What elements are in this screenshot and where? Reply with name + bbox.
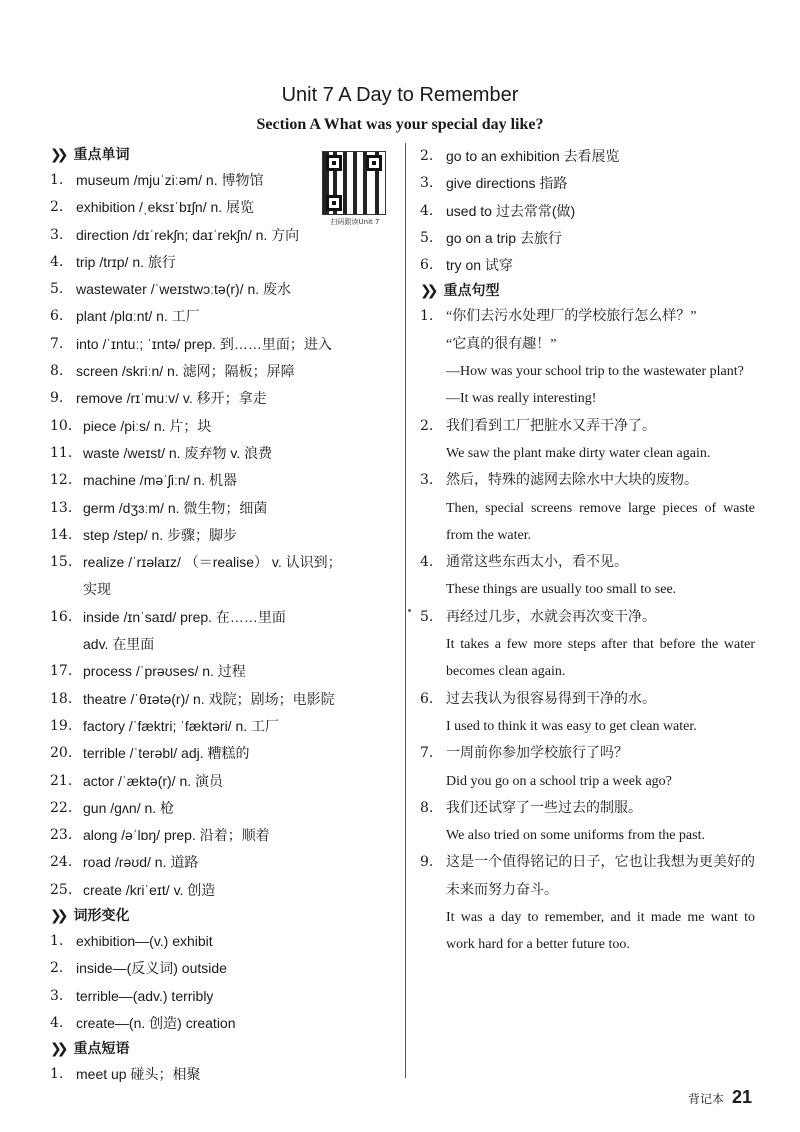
item-number: 25. xyxy=(50,881,73,898)
page-footer xyxy=(688,1087,752,1108)
vocab-item xyxy=(50,877,395,904)
sentence-line: Then, special screens remove large pieces of waste from the water. xyxy=(446,500,755,543)
item-number: 6. xyxy=(50,308,64,325)
vocab-item xyxy=(50,604,395,631)
sentence-line: Did you go on a school trip a week ago? xyxy=(446,773,672,789)
item-text: create—(n. 创造) creation xyxy=(76,1014,236,1031)
item-number: 24. xyxy=(50,854,73,871)
item-number: 23. xyxy=(50,827,73,844)
vocab-item xyxy=(50,686,395,713)
sentence-item xyxy=(420,549,755,604)
phrase-item xyxy=(420,143,755,170)
item-number: 15. xyxy=(50,554,73,571)
item-text: terrible /ˈterəbl/ adj. 糟糕的 xyxy=(83,745,250,762)
item-text: into /ˈɪntuː; ˈɪntə/ prep. 到……里面；进入 xyxy=(76,335,332,352)
vocab-item xyxy=(50,849,395,876)
vocab-item xyxy=(50,768,395,795)
vocab-item xyxy=(50,658,395,685)
item-text: waste /weɪst/ n. 废弃物 v. 浪费 xyxy=(83,444,273,461)
item-number: 9. xyxy=(420,854,434,871)
vocab-heading-label: 重点单词 xyxy=(73,147,130,163)
item-text: meet up 碰头；相聚 xyxy=(76,1066,201,1083)
column-divider xyxy=(405,143,406,1078)
item-text: trip /trɪp/ n. 旅行 xyxy=(76,253,176,270)
item-number: 7. xyxy=(50,335,64,352)
item-number: 1. xyxy=(50,933,64,950)
sentence-line: We saw the plant make dirty water clean again. xyxy=(446,445,711,461)
vocab-item xyxy=(50,740,395,767)
item-number: 14. xyxy=(50,526,73,543)
item-number: 19. xyxy=(50,717,73,734)
item-number: 6. xyxy=(420,690,434,707)
sentences-list xyxy=(420,303,755,958)
phrase-item xyxy=(420,170,755,197)
phrases-heading xyxy=(50,1037,395,1061)
vocab-item xyxy=(50,413,395,440)
item-text: theatre /ˈθɪətə(r)/ n. 戏院；剧场；电影院 xyxy=(83,690,335,707)
sentence-line: —How was your school trip to the wastewater plant? xyxy=(446,364,744,380)
item-text: gun /ɡʌn/ n. 枪 xyxy=(83,799,175,816)
item-text: process /ˈprəʊses/ n. 过程 xyxy=(83,663,246,680)
left-column xyxy=(50,143,395,1089)
forms-list xyxy=(50,928,395,1037)
vocab-item xyxy=(50,822,395,849)
forms-heading-label: 词形变化 xyxy=(73,908,130,925)
item-text: inside—(反义词) outside xyxy=(76,960,227,977)
sentence-line: It takes a few more steps after that before the water becomes clean again. xyxy=(446,637,755,680)
item-number: 5. xyxy=(420,608,434,625)
vocab-item xyxy=(50,385,395,412)
sentence-line: 我们还试穿了一些过去的制服。 xyxy=(446,800,642,816)
item-number: 1. xyxy=(420,308,434,325)
item-text: terrible—(adv.) terribly xyxy=(76,987,214,1004)
margin-dot xyxy=(408,609,411,612)
double-chevron-icon: ❯❯ xyxy=(50,1041,64,1058)
item-number: 6. xyxy=(420,257,434,274)
sentence-line: —It was really interesting! xyxy=(446,391,597,407)
vocab-item xyxy=(50,713,395,740)
item-text: piece /piːs/ n. 片；块 xyxy=(83,417,212,434)
item-text: actor /ˈæktə(r)/ n. 演员 xyxy=(83,772,224,789)
item-text: wastewater /ˈweɪstwɔːtə(r)/ n. 废水 xyxy=(76,281,292,298)
section-title: Section A What was your special day like? xyxy=(256,116,544,133)
item-number: 2. xyxy=(420,417,434,434)
vocab-item xyxy=(50,549,395,576)
item-number: 3. xyxy=(420,175,434,192)
item-number: 18. xyxy=(50,690,73,707)
item-number: 4. xyxy=(420,554,434,571)
vocab-item xyxy=(50,495,395,522)
item-number: 11. xyxy=(50,444,73,461)
right-column xyxy=(420,143,755,959)
phrase-item xyxy=(420,225,755,252)
item-number: 2. xyxy=(50,960,64,977)
sentence-line: 我们看到工厂把脏水又弄干净了。 xyxy=(446,418,656,434)
sentence-line: 过去我认为很容易得到干净的水。 xyxy=(446,691,656,707)
sentence-item xyxy=(420,413,755,468)
qr-caption: 扫码跟读Unit 7 xyxy=(330,218,380,226)
item-text: remove /rɪˈmuːv/ v. 移开；拿走 xyxy=(76,390,267,407)
item-number: 1. xyxy=(50,172,64,188)
phrases-list xyxy=(50,1061,395,1088)
item-number: 2. xyxy=(50,199,64,216)
item-text-continued: adv. 在里面 xyxy=(83,636,155,653)
item-text: germ /dʒɜːm/ n. 微生物；细菌 xyxy=(83,499,268,516)
item-text: plant /plɑːnt/ n. 工厂 xyxy=(76,308,200,325)
item-text: exhibition /ˌeksɪˈbɪʃn/ n. 展览 xyxy=(76,199,255,216)
vocab-item xyxy=(50,276,395,303)
phrase-item xyxy=(50,1061,395,1088)
sentence-item xyxy=(420,467,755,549)
sentence-item xyxy=(420,740,755,795)
sentence-item xyxy=(420,795,755,850)
item-text: realize /ˈrɪəlaɪz/ （＝realise） v. 认识到； xyxy=(83,554,342,571)
item-number: 3. xyxy=(50,987,64,1004)
item-text: exhibition—(v.) exhibit xyxy=(76,933,213,950)
item-number: 5. xyxy=(50,281,64,298)
sentence-line: We also tried on some uniforms from the past. xyxy=(446,828,705,844)
sentence-line: 通常这些东西太小，看不见。 xyxy=(446,555,628,571)
sentence-line: 再经过几步，水就会再次变干净。 xyxy=(446,609,656,625)
sentence-line: These things are usually too small to see. xyxy=(446,582,677,598)
page-number: 21 xyxy=(731,1087,752,1107)
word-form-item xyxy=(50,928,395,955)
phrases-list-continued xyxy=(420,143,755,279)
vocab-item xyxy=(50,303,395,330)
sentence-line: 这是一个值得铭记的日子，它也让我想为更美好的未来而努力奋斗。 xyxy=(446,855,755,898)
item-text: inside /ɪnˈsaɪd/ prep. 在……里面 xyxy=(83,608,286,625)
item-number: 12. xyxy=(50,472,73,489)
footer-label: 背记本 xyxy=(687,1092,724,1106)
sentence-line: It was a day to remember, and it made me want to work hard for a better future too. xyxy=(446,910,755,953)
item-number: 21. xyxy=(50,772,73,789)
item-text: try on 试穿 xyxy=(446,257,513,274)
item-number: 16. xyxy=(50,608,73,625)
sentence-item xyxy=(420,849,755,958)
item-number: 3. xyxy=(50,226,64,243)
item-number: 8. xyxy=(50,363,64,380)
sentences-heading xyxy=(420,279,755,303)
item-number: 13. xyxy=(50,499,73,516)
item-continuation xyxy=(50,631,395,658)
vocab-item xyxy=(50,331,395,358)
item-text-continued: 实现 xyxy=(83,581,111,598)
double-chevron-icon: ❯❯ xyxy=(50,908,64,925)
vocab-item xyxy=(50,358,395,385)
item-text: screen /skriːn/ n. 滤网；隔板；屏障 xyxy=(76,363,295,380)
sentence-line: “它真的很有趣！” xyxy=(446,336,557,352)
item-number: 22. xyxy=(50,799,73,816)
double-chevron-icon: ❯❯ xyxy=(50,147,64,163)
vocab-item xyxy=(50,440,395,467)
item-number: 4. xyxy=(50,1014,64,1031)
item-continuation xyxy=(50,576,395,603)
word-form-item xyxy=(50,1010,395,1037)
phrases-heading-label: 重点短语 xyxy=(73,1041,130,1058)
item-text: step /step/ n. 步骤；脚步 xyxy=(83,526,238,543)
vocab-item xyxy=(50,249,395,276)
item-text: along /əˈlɒŋ/ prep. 沿着；顺着 xyxy=(83,827,270,844)
sentence-line: 然后，特殊的滤网去除水中大块的废物。 xyxy=(446,473,698,489)
vocab-item xyxy=(50,795,395,822)
item-number: 17. xyxy=(50,663,73,680)
item-number: 20. xyxy=(50,745,73,762)
item-number: 4. xyxy=(420,202,434,219)
item-number: 7. xyxy=(420,745,434,762)
item-text: factory /ˈfæktri; ˈfæktəri/ n. 工厂 xyxy=(83,717,280,734)
phrase-item xyxy=(420,198,755,225)
item-text: give directions 指路 xyxy=(446,175,568,192)
sentence-item xyxy=(420,686,755,741)
qr-code-icon[interactable] xyxy=(322,151,386,215)
item-text: direction /dɪˈrekʃn; daɪˈrekʃn/ n. 方向 xyxy=(76,226,300,243)
item-text: museum /mjuˈziːəm/ n. 博物馆 xyxy=(76,172,264,188)
item-number: 1. xyxy=(50,1066,64,1083)
item-number: 3. xyxy=(420,472,434,489)
phrase-item xyxy=(420,252,755,279)
sentence-line: 一周前你参加学校旅行了吗？ xyxy=(446,746,628,762)
item-text: go on a trip 去旅行 xyxy=(446,229,562,246)
item-text: create /kriˈeɪt/ v. 创造 xyxy=(83,881,216,898)
item-text: machine /məˈʃiːn/ n. 机器 xyxy=(83,472,238,489)
item-number: 8. xyxy=(420,799,434,816)
item-text: road /rəʊd/ n. 道路 xyxy=(83,854,199,871)
item-number: 2. xyxy=(420,148,434,164)
vocab-item xyxy=(50,467,395,494)
item-number: 4. xyxy=(50,253,64,270)
sentence-item xyxy=(420,604,755,686)
unit-title: Unit 7 A Day to Remember xyxy=(281,84,519,106)
vocab-item xyxy=(50,522,395,549)
vocab-list xyxy=(50,167,395,904)
item-number: 10. xyxy=(50,417,73,434)
item-text: used to 过去常常(做) xyxy=(446,202,576,219)
sentences-heading-label: 重点句型 xyxy=(443,283,500,300)
word-form-item xyxy=(50,955,395,982)
word-form-item xyxy=(50,983,395,1010)
item-number: 9. xyxy=(50,390,64,407)
sentence-item xyxy=(420,303,755,412)
item-number: 5. xyxy=(420,229,434,246)
item-text: go to an exhibition 去看展览 xyxy=(446,148,620,164)
forms-heading xyxy=(50,904,395,928)
sentence-line: I used to think it was easy to get clean water. xyxy=(446,718,697,734)
sentence-line: “你们去污水处理厂的学校旅行怎么样？” xyxy=(446,309,697,325)
double-chevron-icon: ❯❯ xyxy=(420,283,434,300)
